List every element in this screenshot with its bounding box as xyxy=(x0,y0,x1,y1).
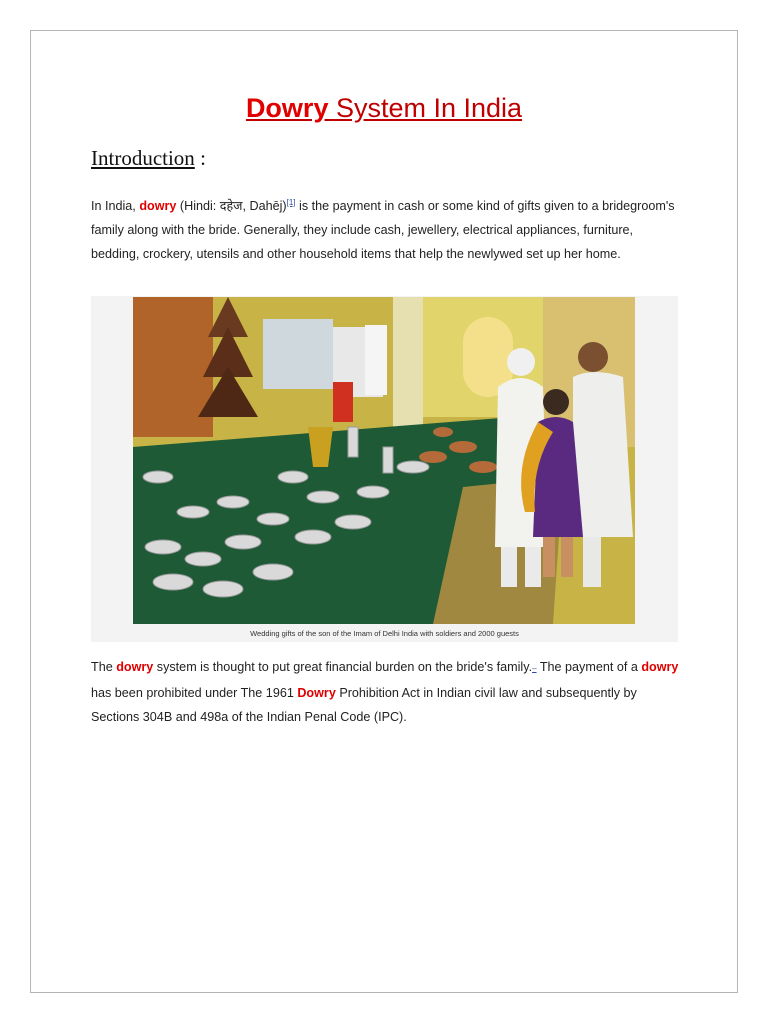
intro-keyword: dowry xyxy=(139,199,177,214)
dowry-gifts-photo xyxy=(133,297,635,624)
body-text-3: The payment of a xyxy=(536,660,642,674)
document-page xyxy=(30,30,738,993)
section-heading xyxy=(91,146,206,171)
intro-text-2: (Hindi: दहेज, Dahēj) xyxy=(176,199,287,214)
body-paragraph xyxy=(91,655,681,729)
heading-suffix: : xyxy=(194,146,206,170)
footnote-link[interactable]: [1] xyxy=(286,198,296,207)
heading-text: Introduction xyxy=(91,146,195,170)
body-text-5: Prohibition Act in Indian civil law and subsequently by Sections 304B and 498a of the Indian Penal Code (IPC). xyxy=(91,686,637,724)
intro-paragraph xyxy=(91,191,681,266)
body-keyword-1: dowry xyxy=(116,660,154,674)
body-text-2: system is thought to put great financial burden on the bride's family. xyxy=(153,660,533,674)
intro-text-3: is the payment in cash or some kind of gifts given to a bridegroom's family along with the bride. Generally, they include cash, jewellery, electrical appliances, furniture, bedding, crockery, utensils and other household items that help the newlywed set up her home. xyxy=(91,199,675,262)
document-title xyxy=(31,93,737,124)
figure-caption: Wedding gifts of the son of the Imam of Delhi India with soldiers and 2000 guests xyxy=(250,629,519,638)
title-rest: System In India xyxy=(328,93,523,123)
body-keyword-3: Dowry xyxy=(297,686,336,700)
title-keyword: Dowry xyxy=(245,93,329,123)
intro-text-1: In India, xyxy=(91,199,140,214)
citation-link[interactable]: – xyxy=(532,664,537,673)
body-text-4: has been prohibited under The 1961 xyxy=(91,686,298,700)
body-keyword-2: dowry xyxy=(641,660,679,674)
body-text-1: The xyxy=(91,660,117,674)
figure xyxy=(91,296,678,642)
